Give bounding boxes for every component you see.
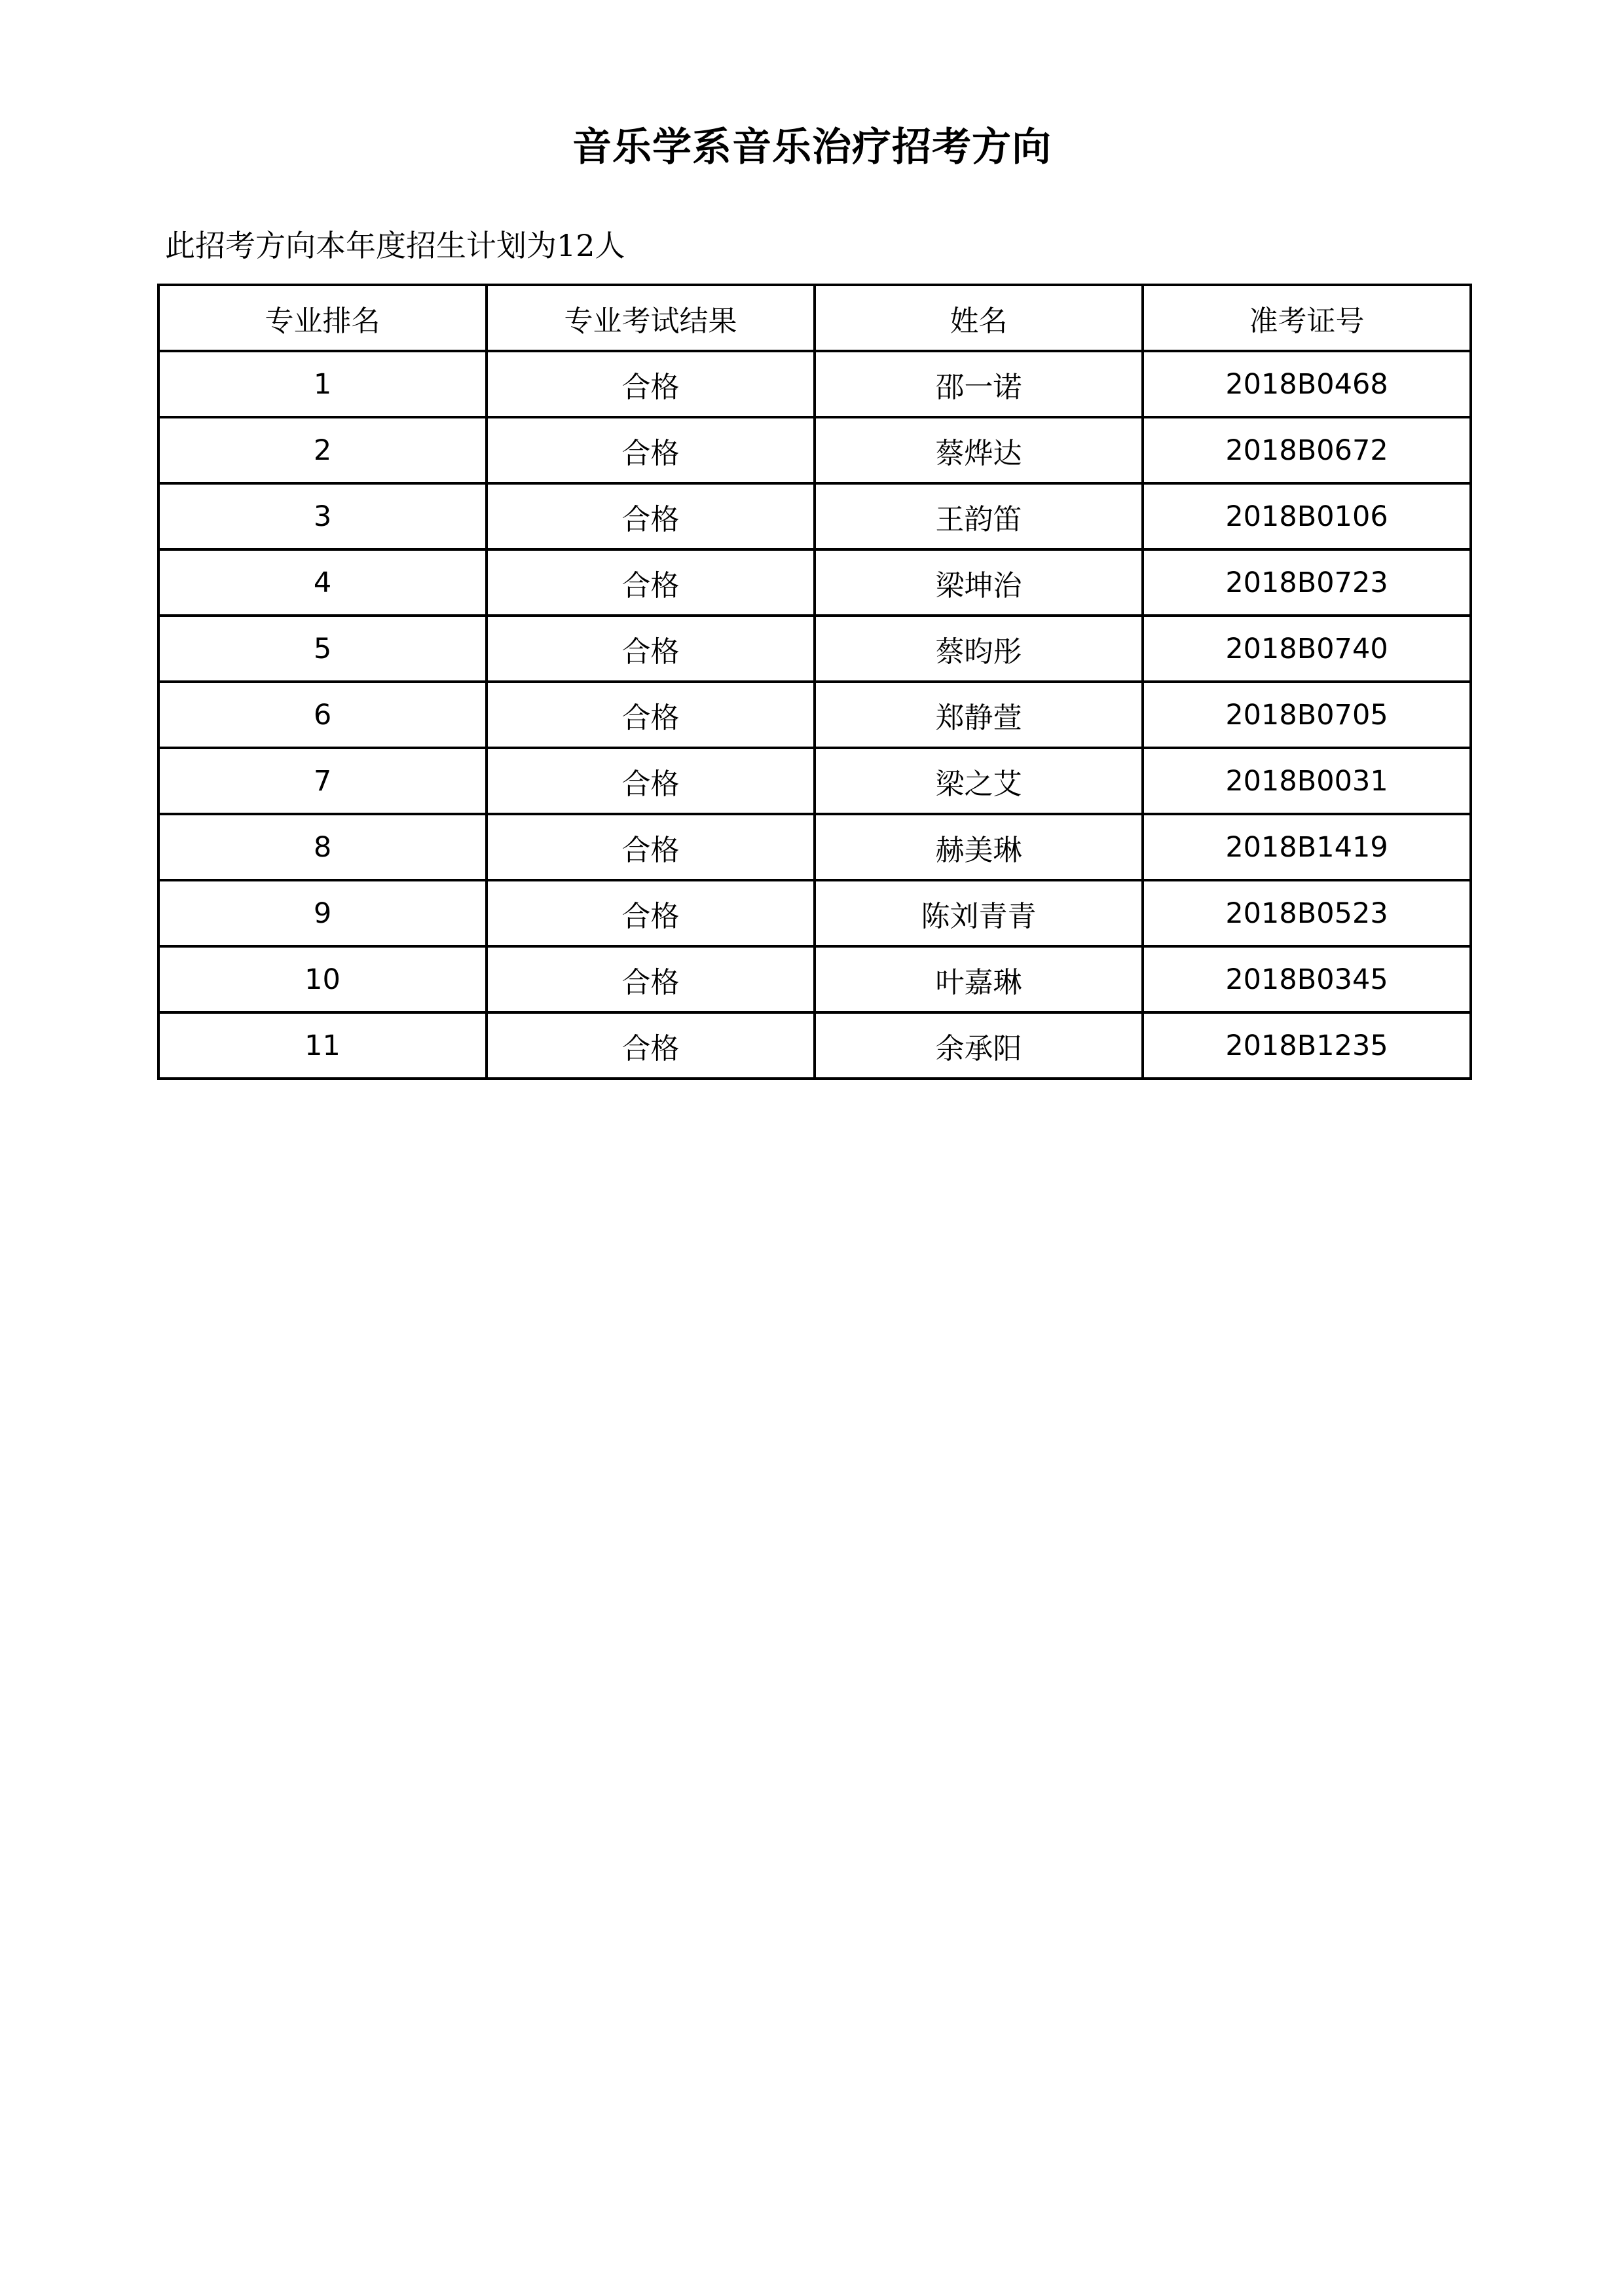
name-cell: 梁坤治 xyxy=(815,549,1143,616)
header-exam-id: 准考证号 xyxy=(1143,285,1471,351)
exam-id-cell: 2018B0740 xyxy=(1143,616,1471,682)
name-cell: 邵一诺 xyxy=(815,351,1143,417)
result-cell: 合格 xyxy=(487,682,815,748)
results-table xyxy=(157,284,1472,1080)
rank-cell: 7 xyxy=(158,748,487,814)
result-cell: 合格 xyxy=(487,814,815,880)
exam-id-cell: 2018B0705 xyxy=(1143,682,1471,748)
name-cell: 郑静萱 xyxy=(815,682,1143,748)
name-cell: 梁之艾 xyxy=(815,748,1143,814)
result-cell: 合格 xyxy=(487,880,815,946)
name-cell: 叶嘉琳 xyxy=(815,946,1143,1012)
header-name: 姓名 xyxy=(815,285,1143,351)
table-row xyxy=(158,1012,1471,1079)
table-row xyxy=(158,682,1471,748)
table-header xyxy=(158,285,1471,351)
result-cell: 合格 xyxy=(487,483,815,549)
enrollment-plan-note: 此招考方向本年度招生计划为12人 xyxy=(165,228,625,263)
exam-id-cell: 2018B0031 xyxy=(1143,748,1471,814)
page-title: 音乐学系音乐治疗招考方向 xyxy=(572,124,1052,170)
exam-id-cell: 2018B0106 xyxy=(1143,483,1471,549)
table-row xyxy=(158,616,1471,682)
rank-cell: 4 xyxy=(158,549,487,616)
table-row xyxy=(158,483,1471,549)
table-body xyxy=(158,351,1471,1079)
rank-cell: 3 xyxy=(158,483,487,549)
name-cell: 陈刘青青 xyxy=(815,880,1143,946)
result-cell: 合格 xyxy=(487,351,815,417)
name-cell: 余承阳 xyxy=(815,1012,1143,1079)
table-row xyxy=(158,351,1471,417)
result-cell: 合格 xyxy=(487,946,815,1012)
exam-id-cell: 2018B0723 xyxy=(1143,549,1471,616)
exam-id-cell: 2018B1419 xyxy=(1143,814,1471,880)
result-cell: 合格 xyxy=(487,417,815,483)
exam-id-cell: 2018B0345 xyxy=(1143,946,1471,1012)
table-row xyxy=(158,880,1471,946)
result-cell: 合格 xyxy=(487,1012,815,1079)
header-rank: 专业排名 xyxy=(158,285,487,351)
header-result: 专业考试结果 xyxy=(487,285,815,351)
name-cell: 王韵笛 xyxy=(815,483,1143,549)
rank-cell: 5 xyxy=(158,616,487,682)
table-row xyxy=(158,814,1471,880)
rank-cell: 10 xyxy=(158,946,487,1012)
exam-id-cell: 2018B0672 xyxy=(1143,417,1471,483)
rank-cell: 2 xyxy=(158,417,487,483)
rank-cell: 6 xyxy=(158,682,487,748)
table-row xyxy=(158,417,1471,483)
rank-cell: 8 xyxy=(158,814,487,880)
table-row xyxy=(158,946,1471,1012)
name-cell: 蔡烨达 xyxy=(815,417,1143,483)
rank-cell: 1 xyxy=(158,351,487,417)
exam-id-cell: 2018B0523 xyxy=(1143,880,1471,946)
result-cell: 合格 xyxy=(487,748,815,814)
exam-id-cell: 2018B0468 xyxy=(1143,351,1471,417)
table-row xyxy=(158,549,1471,616)
header-row xyxy=(158,285,1471,351)
name-cell: 蔡昀彤 xyxy=(815,616,1143,682)
rank-cell: 11 xyxy=(158,1012,487,1079)
result-cell: 合格 xyxy=(487,549,815,616)
table-row xyxy=(158,748,1471,814)
result-cell: 合格 xyxy=(487,616,815,682)
exam-id-cell: 2018B1235 xyxy=(1143,1012,1471,1079)
rank-cell: 9 xyxy=(158,880,487,946)
name-cell: 赫美琳 xyxy=(815,814,1143,880)
